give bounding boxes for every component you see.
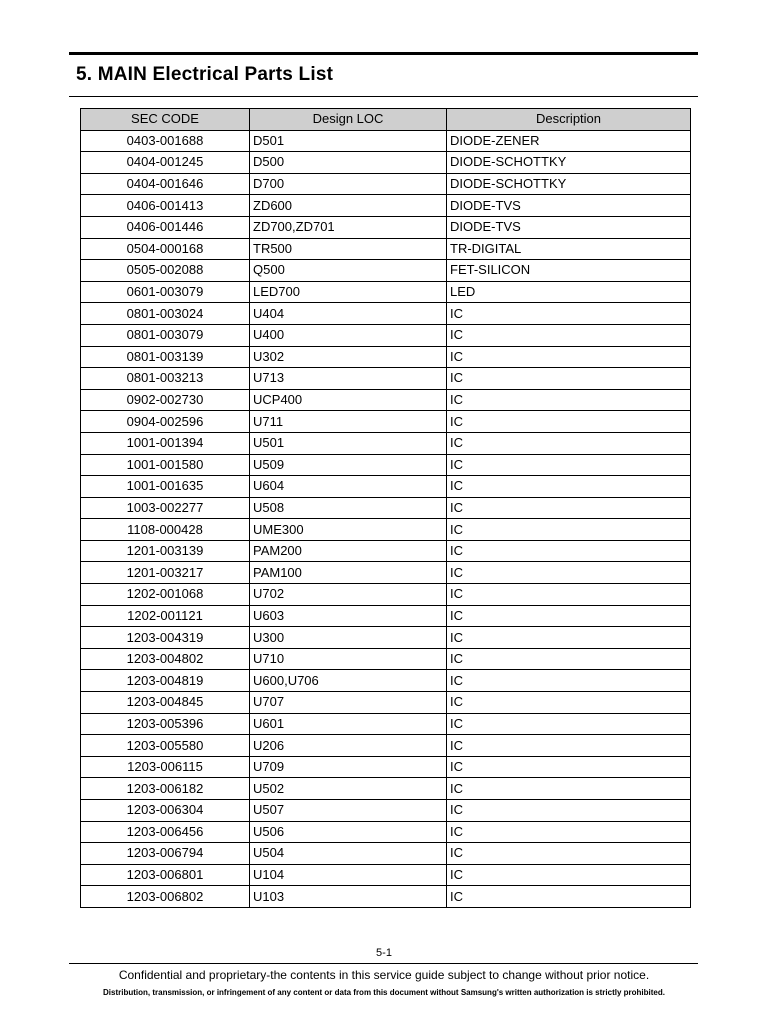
cell-sec-code: 1202-001068: [81, 584, 250, 606]
table-row: [81, 540, 691, 562]
cell-sec-code: 0406-001413: [81, 195, 250, 217]
cell-description: IC: [447, 454, 691, 476]
cell-sec-code: 0403-001688: [81, 130, 250, 152]
cell-description: IC: [447, 303, 691, 325]
cell-design-loc: ZD700,ZD701: [250, 216, 447, 238]
cell-design-loc: D501: [250, 130, 447, 152]
cell-description: DIODE-SCHOTTKY: [447, 152, 691, 174]
cell-description: IC: [447, 821, 691, 843]
table-row: [81, 130, 691, 152]
table-row: [81, 411, 691, 433]
cell-sec-code: 0801-003079: [81, 324, 250, 346]
cell-description: IC: [447, 864, 691, 886]
cell-sec-code: 1201-003139: [81, 540, 250, 562]
header-description: Description: [447, 109, 691, 131]
cell-sec-code: 0801-003213: [81, 368, 250, 390]
cell-description: FET-SILICON: [447, 260, 691, 282]
table-row: [81, 605, 691, 627]
cell-sec-code: 0404-001245: [81, 152, 250, 174]
cell-sec-code: 1203-006802: [81, 886, 250, 908]
cell-description: IC: [447, 670, 691, 692]
cell-sec-code: 1203-004819: [81, 670, 250, 692]
table-body: [81, 130, 691, 907]
cell-description: IC: [447, 692, 691, 714]
cell-design-loc: U502: [250, 778, 447, 800]
table-row: [81, 821, 691, 843]
table-row: [81, 216, 691, 238]
cell-sec-code: 1203-006801: [81, 864, 250, 886]
header-design-loc: Design LOC: [250, 109, 447, 131]
cell-description: IC: [447, 346, 691, 368]
cell-description: DIODE-SCHOTTKY: [447, 173, 691, 195]
cell-description: TR-DIGITAL: [447, 238, 691, 260]
table-row: [81, 584, 691, 606]
cell-design-loc: U504: [250, 843, 447, 865]
table-row: [81, 843, 691, 865]
cell-design-loc: PAM100: [250, 562, 447, 584]
cell-design-loc: U508: [250, 497, 447, 519]
cell-design-loc: U710: [250, 648, 447, 670]
cell-sec-code: 1203-004802: [81, 648, 250, 670]
table-row: [81, 195, 691, 217]
footer-distribution-notice: Distribution, transmission, or infringement of any content or data from this document without Samsung's written authorization is strictly prohibited.: [103, 988, 665, 997]
cell-design-loc: U103: [250, 886, 447, 908]
cell-design-loc: U104: [250, 864, 447, 886]
cell-sec-code: 1203-006794: [81, 843, 250, 865]
cell-sec-code: 0801-003139: [81, 346, 250, 368]
cell-sec-code: 1203-005580: [81, 735, 250, 757]
table-row: [81, 281, 691, 303]
table-row: [81, 432, 691, 454]
cell-design-loc: U302: [250, 346, 447, 368]
parts-table: [80, 108, 691, 908]
cell-description: IC: [447, 756, 691, 778]
cell-description: LED: [447, 281, 691, 303]
cell-description: IC: [447, 713, 691, 735]
cell-description: IC: [447, 324, 691, 346]
cell-sec-code: 0406-001446: [81, 216, 250, 238]
cell-sec-code: 1108-000428: [81, 519, 250, 541]
cell-design-loc: D700: [250, 173, 447, 195]
table-row: [81, 152, 691, 174]
table-row: [81, 389, 691, 411]
cell-sec-code: 1203-006115: [81, 756, 250, 778]
cell-design-loc: U400: [250, 324, 447, 346]
cell-description: IC: [447, 519, 691, 541]
cell-sec-code: 1003-002277: [81, 497, 250, 519]
table-row: [81, 670, 691, 692]
cell-design-loc: U707: [250, 692, 447, 714]
cell-design-loc: U601: [250, 713, 447, 735]
cell-sec-code: 1203-006182: [81, 778, 250, 800]
cell-sec-code: 0505-002088: [81, 260, 250, 282]
table-row: [81, 648, 691, 670]
table-row: [81, 368, 691, 390]
cell-design-loc: U702: [250, 584, 447, 606]
cell-sec-code: 1001-001580: [81, 454, 250, 476]
cell-description: IC: [447, 605, 691, 627]
cell-description: IC: [447, 389, 691, 411]
cell-design-loc: U709: [250, 756, 447, 778]
cell-sec-code: 1203-005396: [81, 713, 250, 735]
title-rule: [69, 96, 698, 97]
table-row: [81, 886, 691, 908]
cell-description: IC: [447, 432, 691, 454]
cell-description: IC: [447, 562, 691, 584]
table-row: [81, 497, 691, 519]
cell-design-loc: D500: [250, 152, 447, 174]
table-row: [81, 692, 691, 714]
cell-sec-code: 1001-001394: [81, 432, 250, 454]
cell-design-loc: LED700: [250, 281, 447, 303]
cell-design-loc: TR500: [250, 238, 447, 260]
cell-design-loc: U600,U706: [250, 670, 447, 692]
cell-design-loc: U507: [250, 800, 447, 822]
table-row: [81, 260, 691, 282]
cell-sec-code: 0504-000168: [81, 238, 250, 260]
table-row: [81, 454, 691, 476]
table-row: [81, 519, 691, 541]
cell-description: IC: [447, 886, 691, 908]
table-row: [81, 627, 691, 649]
table-row: [81, 303, 691, 325]
cell-description: IC: [447, 497, 691, 519]
table-row: [81, 864, 691, 886]
cell-description: IC: [447, 843, 691, 865]
cell-description: IC: [447, 627, 691, 649]
cell-design-loc: U604: [250, 476, 447, 498]
table-row: [81, 756, 691, 778]
cell-sec-code: 1202-001121: [81, 605, 250, 627]
cell-sec-code: 0404-001646: [81, 173, 250, 195]
cell-description: IC: [447, 735, 691, 757]
cell-design-loc: PAM200: [250, 540, 447, 562]
cell-description: IC: [447, 411, 691, 433]
table-row: [81, 800, 691, 822]
table-row: [81, 476, 691, 498]
cell-sec-code: 0902-002730: [81, 389, 250, 411]
cell-description: IC: [447, 648, 691, 670]
page-number: 5-1: [376, 947, 392, 959]
cell-description: IC: [447, 476, 691, 498]
cell-design-loc: U509: [250, 454, 447, 476]
table-row: [81, 778, 691, 800]
cell-design-loc: U300: [250, 627, 447, 649]
cell-sec-code: 0601-003079: [81, 281, 250, 303]
table-row: [81, 173, 691, 195]
cell-sec-code: 1203-006304: [81, 800, 250, 822]
cell-design-loc: Q500: [250, 260, 447, 282]
top-rule: [69, 52, 698, 55]
cell-sec-code: 1203-004845: [81, 692, 250, 714]
table-row: [81, 324, 691, 346]
table-header-row: [81, 109, 691, 131]
header-sec-code: SEC CODE: [81, 109, 250, 131]
section-title: 5. MAIN Electrical Parts List: [76, 64, 334, 85]
cell-description: IC: [447, 368, 691, 390]
footer-rule: [69, 963, 698, 964]
table-row: [81, 713, 691, 735]
cell-description: IC: [447, 584, 691, 606]
cell-design-loc: U206: [250, 735, 447, 757]
cell-description: DIODE-TVS: [447, 216, 691, 238]
table-row: [81, 562, 691, 584]
cell-design-loc: U713: [250, 368, 447, 390]
cell-design-loc: UCP400: [250, 389, 447, 411]
table-row: [81, 238, 691, 260]
cell-sec-code: 1201-003217: [81, 562, 250, 584]
cell-description: IC: [447, 800, 691, 822]
cell-sec-code: 1203-004319: [81, 627, 250, 649]
table-row: [81, 735, 691, 757]
cell-description: DIODE-ZENER: [447, 130, 691, 152]
footer-confidential-notice: Confidential and proprietary-the contents in this service guide subject to change without prior notice.: [118, 968, 650, 982]
cell-sec-code: 0904-002596: [81, 411, 250, 433]
cell-sec-code: 0801-003024: [81, 303, 250, 325]
cell-sec-code: 1203-006456: [81, 821, 250, 843]
cell-sec-code: 1001-001635: [81, 476, 250, 498]
cell-design-loc: U501: [250, 432, 447, 454]
table-row: [81, 346, 691, 368]
cell-description: IC: [447, 540, 691, 562]
cell-design-loc: ZD600: [250, 195, 447, 217]
cell-description: DIODE-TVS: [447, 195, 691, 217]
cell-design-loc: U603: [250, 605, 447, 627]
cell-design-loc: UME300: [250, 519, 447, 541]
cell-design-loc: U711: [250, 411, 447, 433]
cell-description: IC: [447, 778, 691, 800]
cell-design-loc: U404: [250, 303, 447, 325]
cell-design-loc: U506: [250, 821, 447, 843]
